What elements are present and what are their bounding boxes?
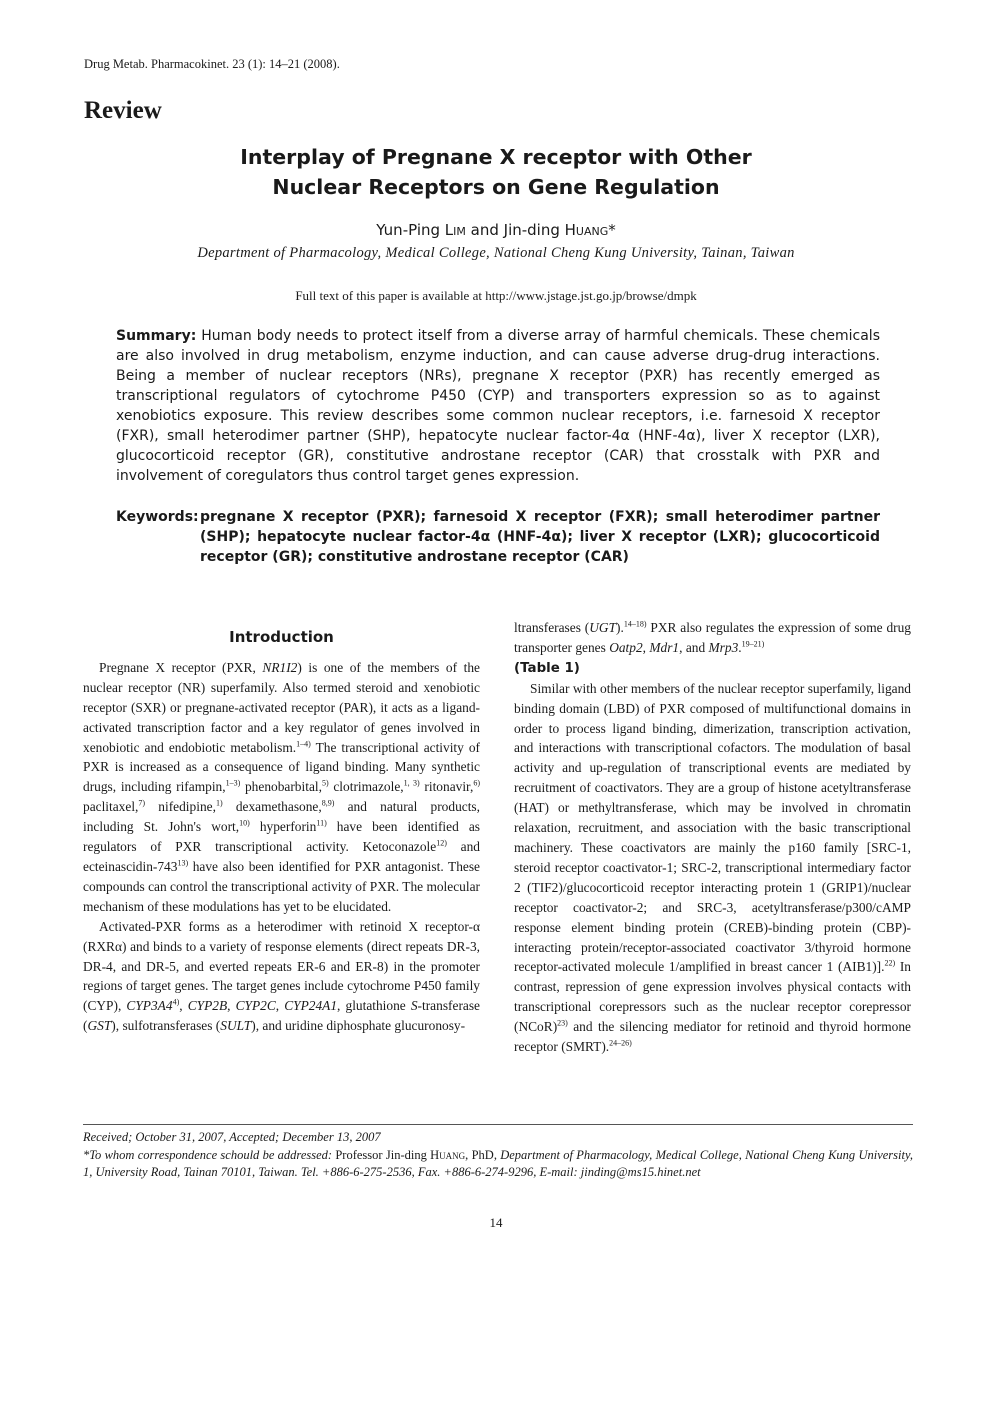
body-paragraph: Similar with other members of the nuclear receptor superfamily, ligand binding domain (LBD) of PXR composed of multifunctional domains in order to process ligand binding, dimerization, transcription activation, and interactions with transcriptional cofactors. The modulation of basal activity and up-regulation of transcriptional events are mediated by recruitment of coactivators. They are a group of histone acetyltransferase (HAT) or methyltransferase, which may be involved in chromatin relaxation, recruitment, and association with the basic transcriptional machinery. These coactivators are mainly the p160 family [SRC-1, steroid receptor coactivator-1; SRC-2, transcriptional intermediary factor 2 (TIF2)/glucocorticoid receptor interacting protein 1 (GRIP1)/nuclear receptor coactivator-2; and SRC-3, acetyltransferase/p300/cAMP response element binding protein (CREB)-binding protein (CBP)-interacting protein/receptor-associated coactivator 3/thyroid hormone receptor-activated molecule 1/amplified in breast cancer 1 (AIB1)].$^{22)}$ In contrast, repression of gene expression involves physical contacts with transcriptional corepressors such as the nuclear receptor corepressor (NCoR)$^{23)}$ and the silencing mediator for retinoid and thyroid hormone receptor (SMRT).$^{24-26)}$: [514, 680, 911, 1055]
citation-ref: 22): [884, 958, 896, 968]
author-family-name: Huang: [564, 221, 609, 239]
citation-ref: 23): [557, 1018, 568, 1028]
keywords-text: pregnane X receptor (PXR); farnesoid X receptor (FXR); small heterodimer partner (SHP); hepatocyte nuclear factor-4α (HNF-4α); liver X receptor (LXR); glucocorticoid receptor (GR); constitutive androstane receptor (CAR): [200, 509, 880, 565]
received-dates: Received; October 31, 2007, Accepted; December 13, 2007: [83, 1130, 381, 1144]
citation-ref: 6): [473, 778, 480, 788]
keywords-block: [116, 507, 880, 567]
title-line: Nuclear Receptors on Gene Regulation: [272, 175, 720, 199]
citation-ref: 8,9): [321, 798, 335, 808]
title-line: Interplay of Pregnane X receptor with Other: [240, 145, 752, 169]
full-text-notice: Full text of this paper is available at http://www.jstage.jst.go.jp/browse/dmpk: [295, 288, 697, 303]
right-column: [514, 618, 911, 1057]
citation-ref: 5): [321, 778, 329, 788]
summary-label: Summary:: [116, 328, 197, 344]
correspondence: *To whom correspondence schould be addressed: Professor Jin-ding Huang, PhD, Department of Pharmacology, Medical College, National Cheng Kung University, 1, University Road, Tainan 70101, Taiwan. Tel. +886-6-275-2536, Fax. +886-6-274-9296, E-mail: jinding@ms15.hinet.net: [83, 1147, 913, 1179]
citation-ref: 14–18): [623, 619, 647, 629]
affiliation: Department of Pharmacology, Medical College, National Cheng Kung University, Tainan, Taiwan: [197, 245, 795, 261]
table-reference: (Table 1): [514, 660, 580, 676]
citation-ref: 12): [436, 838, 447, 848]
footnote-divider: [83, 1124, 913, 1125]
citation-ref: 4): [172, 997, 180, 1007]
author-given-name: Yun-Ping: [376, 221, 445, 239]
article-title: [120, 142, 872, 202]
author-family-name: Lim: [444, 221, 466, 239]
footnotes: [83, 1129, 913, 1182]
citation-ref: 1–3): [225, 778, 241, 788]
section-label: Review: [84, 97, 162, 124]
author-conjunction: and Jin-ding: [465, 221, 565, 239]
summary-text: Human body needs to protect itself from a diverse array of harmful chemicals. These chemicals are also involved in drug metabolism, enzyme induction, and can cause adverse drug-drug interactions. Being a member of nuclear receptors (NRs), pregnane X receptor (PXR) has recently emerged as transcriptional regulators of cytochrome P450 (CYP) and transporters expression so as to against xenobiotics exposure. This review describes some common nuclear receptors, i.e. farnesoid X receptor (FXR), small heterodimer partner (SHP), hepatocyte nuclear factor-4α (HNF-4α), liver X receptor (LXR), glucocorticoid receptor (GR), constitutive androstane receptor (CAR) that crosstalk with PXR and involvement of coregulators thus control target genes expression.: [116, 328, 880, 484]
citation-ref: 10): [239, 818, 250, 828]
citation-ref: 1): [215, 798, 223, 808]
summary-block: [116, 326, 880, 486]
left-column: [83, 618, 480, 1036]
body-paragraph: ltransferases (UGT).$^{14-18)}$ PXR also regulates the expression of some drug transporter genes Oatp2, Mdr1, and Mrp3.$^{19-21)}$ (Table 1): [514, 619, 911, 676]
citation-ref: 19–21): [741, 639, 765, 649]
body-paragraph: Pregnane X receptor (PXR, NR1I2) is one of the members of the nuclear receptor (NR) superfamily. Also termed steroid and xenobiotic receptor (SXR) or pregnane-activated receptor (PAR), it acts as a ligand-activated transcription factor and a key regulator of genes involved in xenobiotic and endobiotic metabolism.$^{1-4)}$ The transcriptional activity of PXR is increased as a consequence of ligand binding. Many synthetic drugs, including rifampin,$^{1-3)}$ phenobarbital,$^{5)}$ clotrimazole,$^{1, 3)}$ ritonavir,$^{6)}$ paclitaxel,$^{7)}$ nifedipine,$^{1)}$ dexamethasone,$^{8,9)}$ and natural products, including St. John's wort,$^{10)}$ hyperforin$^{11)}$ have been identified as regulators of PXR transcriptional activity. Ketoconazole$^{12)}$ and ecteinascidin-743$^{13)}$ have also been identified for PXR antagonist. These compounds can control the transcriptional activity of PXR. The molecular mechanism of these modulations has yet to be elucidated.: [83, 659, 480, 914]
citation-ref: 7): [138, 798, 146, 808]
author-line: [120, 221, 872, 239]
citation-ref: 1, 3): [403, 778, 420, 788]
citation-ref: 1–4): [296, 739, 311, 749]
citation-ref: 11): [316, 818, 327, 828]
citation-ref: 13): [177, 858, 189, 868]
corresponding-mark: *: [608, 221, 616, 239]
journal-citation: Drug Metab. Pharmacokinet. 23 (1): 14–21 (2008).: [84, 57, 340, 71]
keywords-label: Keywords:: [116, 509, 199, 525]
page-number: 14: [489, 1215, 503, 1230]
section-heading: Introduction: [229, 628, 334, 646]
citation-ref: 24–26): [609, 1038, 632, 1048]
body-paragraph: Activated-PXR forms as a heterodimer with retinoid X receptor-α (RXRα) and binds to a variety of response elements (direct repeats DR-3, DR-4, and DR-5, and everted repeats ER-6 and ER-8) in the promoter regions of target genes. The target genes include cytochrome P450 family (CYP), CYP3A4$^{4)}$, CYP2B, CYP2C, CYP24A1, glutathione S-transferase (GST), sulfotransferases (SULT), and uridine diphosphate glucuronosy-: [83, 918, 480, 1034]
